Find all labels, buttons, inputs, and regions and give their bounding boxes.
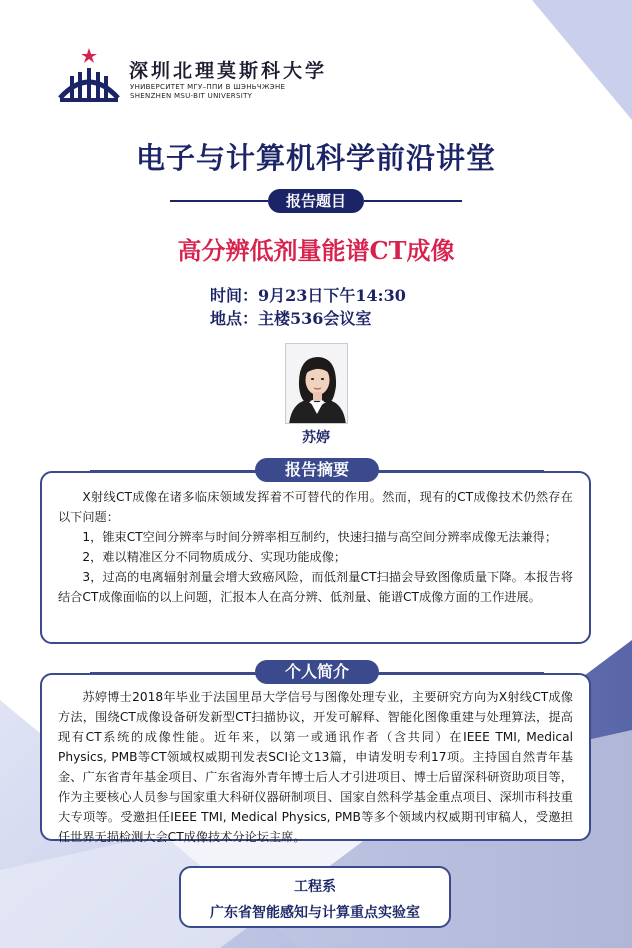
abstract-paragraph: 1，锥束CT空间分辨率与时间分辨率相互制约，快速扫描与高空间分辨率成像无法兼得；	[82, 530, 558, 544]
bio-header-line-left	[90, 672, 255, 674]
abstract-paragraph: X射线CT成像在诸多临床领域发挥着不可替代的作用。然而，现有的CT成像技术仍然存在以下问题：	[58, 490, 573, 524]
speaker-name: 苏婷	[302, 430, 330, 446]
bio-header: 个人简介	[255, 660, 379, 684]
divider-right	[364, 200, 462, 202]
speaker-photo	[285, 343, 348, 424]
divider-left	[170, 200, 268, 202]
bio-paragraph: 苏婷博士2018年毕业于法国里昂大学信号与图像处理专业，主要研究方向为X射线CT成像方法，围绕CT成像设备研发新型CT扫描协议，开发可解释、智能化图像重建与处理算法，提高现有CT系统的成像性能。近年来，以第一或通讯作者（含共同）在IEEE TMI, Medical Physics, PMB等CT领域权威期刊发表SCI论文13篇，申请发明专利17项。主持国自然青年基金、广东省青年基金项目、广东省海外青年博士后人才引进项目、博士后留深科研资助项目等，作为主要核心人员参与国家重大科研仪器研制项目、国家自然科学基金重点项目、深圳市科技重大专项等。受邀担任IEEE TMI, Medical Physics, PMB等多个领域内权威期刊审稿人，受邀担任世界无损检测大会CT成像技术分论坛主席。	[58, 690, 573, 844]
university-name-en: SHENZHEN MSU-BIT UNIVERSITY	[130, 92, 253, 100]
lecture-series-title: 电子与计算机科学前沿讲堂	[135, 141, 496, 175]
speaker-portrait-icon	[286, 344, 348, 424]
university-name-cn: 深圳北理莫斯科大学	[129, 60, 328, 82]
abstract-paragraph: 2，难以精准区分不同物质成分、实现功能成像；	[82, 550, 347, 564]
university-emblem-icon	[56, 46, 122, 104]
abstract-paragraph: 3，过高的电离辐射剂量会增大致癌风险，而低剂量CT扫描会导致图像质量下降。本报告将结合CT成像面临的以上问题，汇报本人在高分辨、低剂量、能谱CT成像方面的工作进展。	[58, 570, 573, 604]
talk-title: 高分辨低剂量能谱CT成像	[177, 236, 455, 265]
bio-header-line-right	[379, 672, 544, 674]
organizer-department: 工程系	[294, 879, 336, 895]
organizer-box	[179, 866, 451, 928]
abstract-header: 报告摘要	[255, 458, 379, 482]
location-info: 地点：主楼536会议室	[210, 309, 372, 328]
time-info: 时间：9月23日下午14:30	[210, 286, 406, 305]
organizer-lab: 广东省智能感知与计算重点实验室	[210, 905, 420, 921]
abstract-box	[40, 471, 591, 644]
university-name-ru: УНИВЕРСИТЕТ МГУ–ППИ В ШЭНЬЧЖЭНЕ	[130, 83, 286, 91]
bio-box	[40, 673, 591, 844]
abstract-header-line-right	[379, 470, 544, 472]
top-right-corner-shape	[532, 0, 632, 120]
university-logo	[56, 46, 386, 106]
report-label: 报告题目	[268, 189, 364, 213]
abstract-header-line-left	[90, 470, 255, 472]
